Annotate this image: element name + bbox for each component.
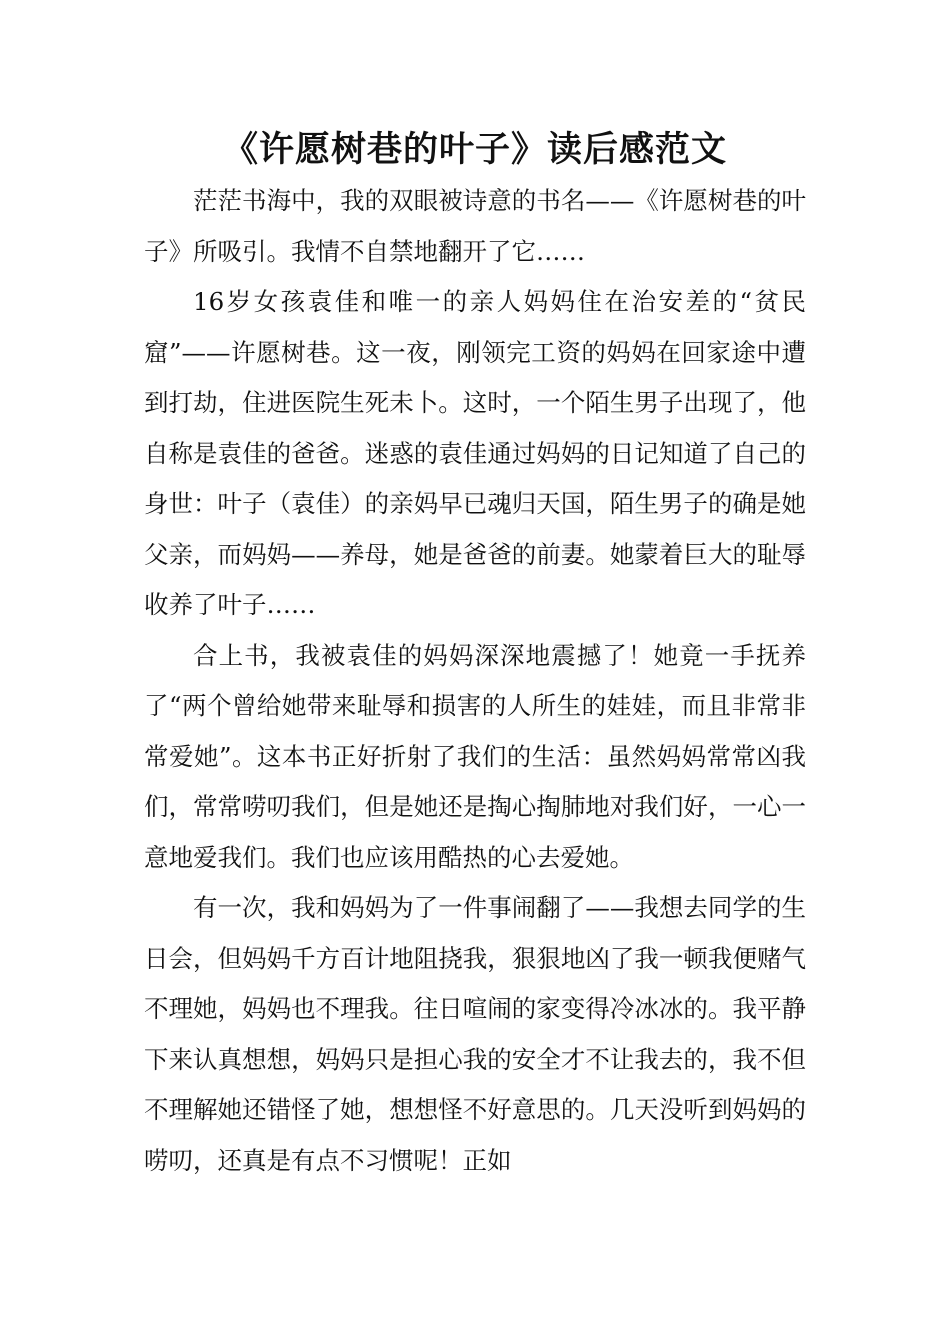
paragraph-4: 有一次，我和妈妈为了一件事闹翻了——我想去同学的生日会，但妈妈千方百计地阻挠我，狠狠地凶了我一顿我便赌气不理她，妈妈也不理我。往日喧闹的家变得冷冰冰的。我平静下来认真想想，妈妈只是担心我的安全才不让我去的，我不但不理解她还错怪了她，想想怪不好意思的。几天没听到妈妈的唠叨，还真是有点不习惯呢！正如: [144, 893, 806, 1175]
document-title: 《许愿树巷的叶子》读后感范文: [222, 130, 727, 170]
paragraph-3: 合上书，我被袁佳的妈妈深深地震撼了！她竟一手抚养了“两个曾给她带来耻辱和损害的人所生的娃娃，而且非常非常爱她”。这本书正好折射了我们的生活：虽然妈妈常常凶我们，常常唠叨我们，但是她还是掏心掏肺地对我们好，一心一意地爱我们。我们也应该用酷热的心去爱她。: [144, 640, 806, 872]
paragraph-1: 茫茫书海中，我的双眼被诗意的书名——《许愿树巷的叶子》所吸引。我情不自禁地翻开了它……: [144, 186, 806, 266]
document-body: [144, 176, 806, 1186]
paragraph-2: 16岁女孩袁佳和唯一的亲人妈妈住在治安差的“贫民窟”——许愿树巷。这一夜，刚领完工资的妈妈在回家途中遭到打劫，住进医院生死未卜。这时，一个陌生男子出现了，他自称是袁佳的爸爸。迷惑的袁佳通过妈妈的日记知道了自己的身世：叶子（袁佳）的亲妈早已魂归天国，陌生男子的确是她父亲，而妈妈——养母，她是爸爸的前妻。她蒙着巨大的耻辱收养了叶子……: [144, 287, 806, 619]
